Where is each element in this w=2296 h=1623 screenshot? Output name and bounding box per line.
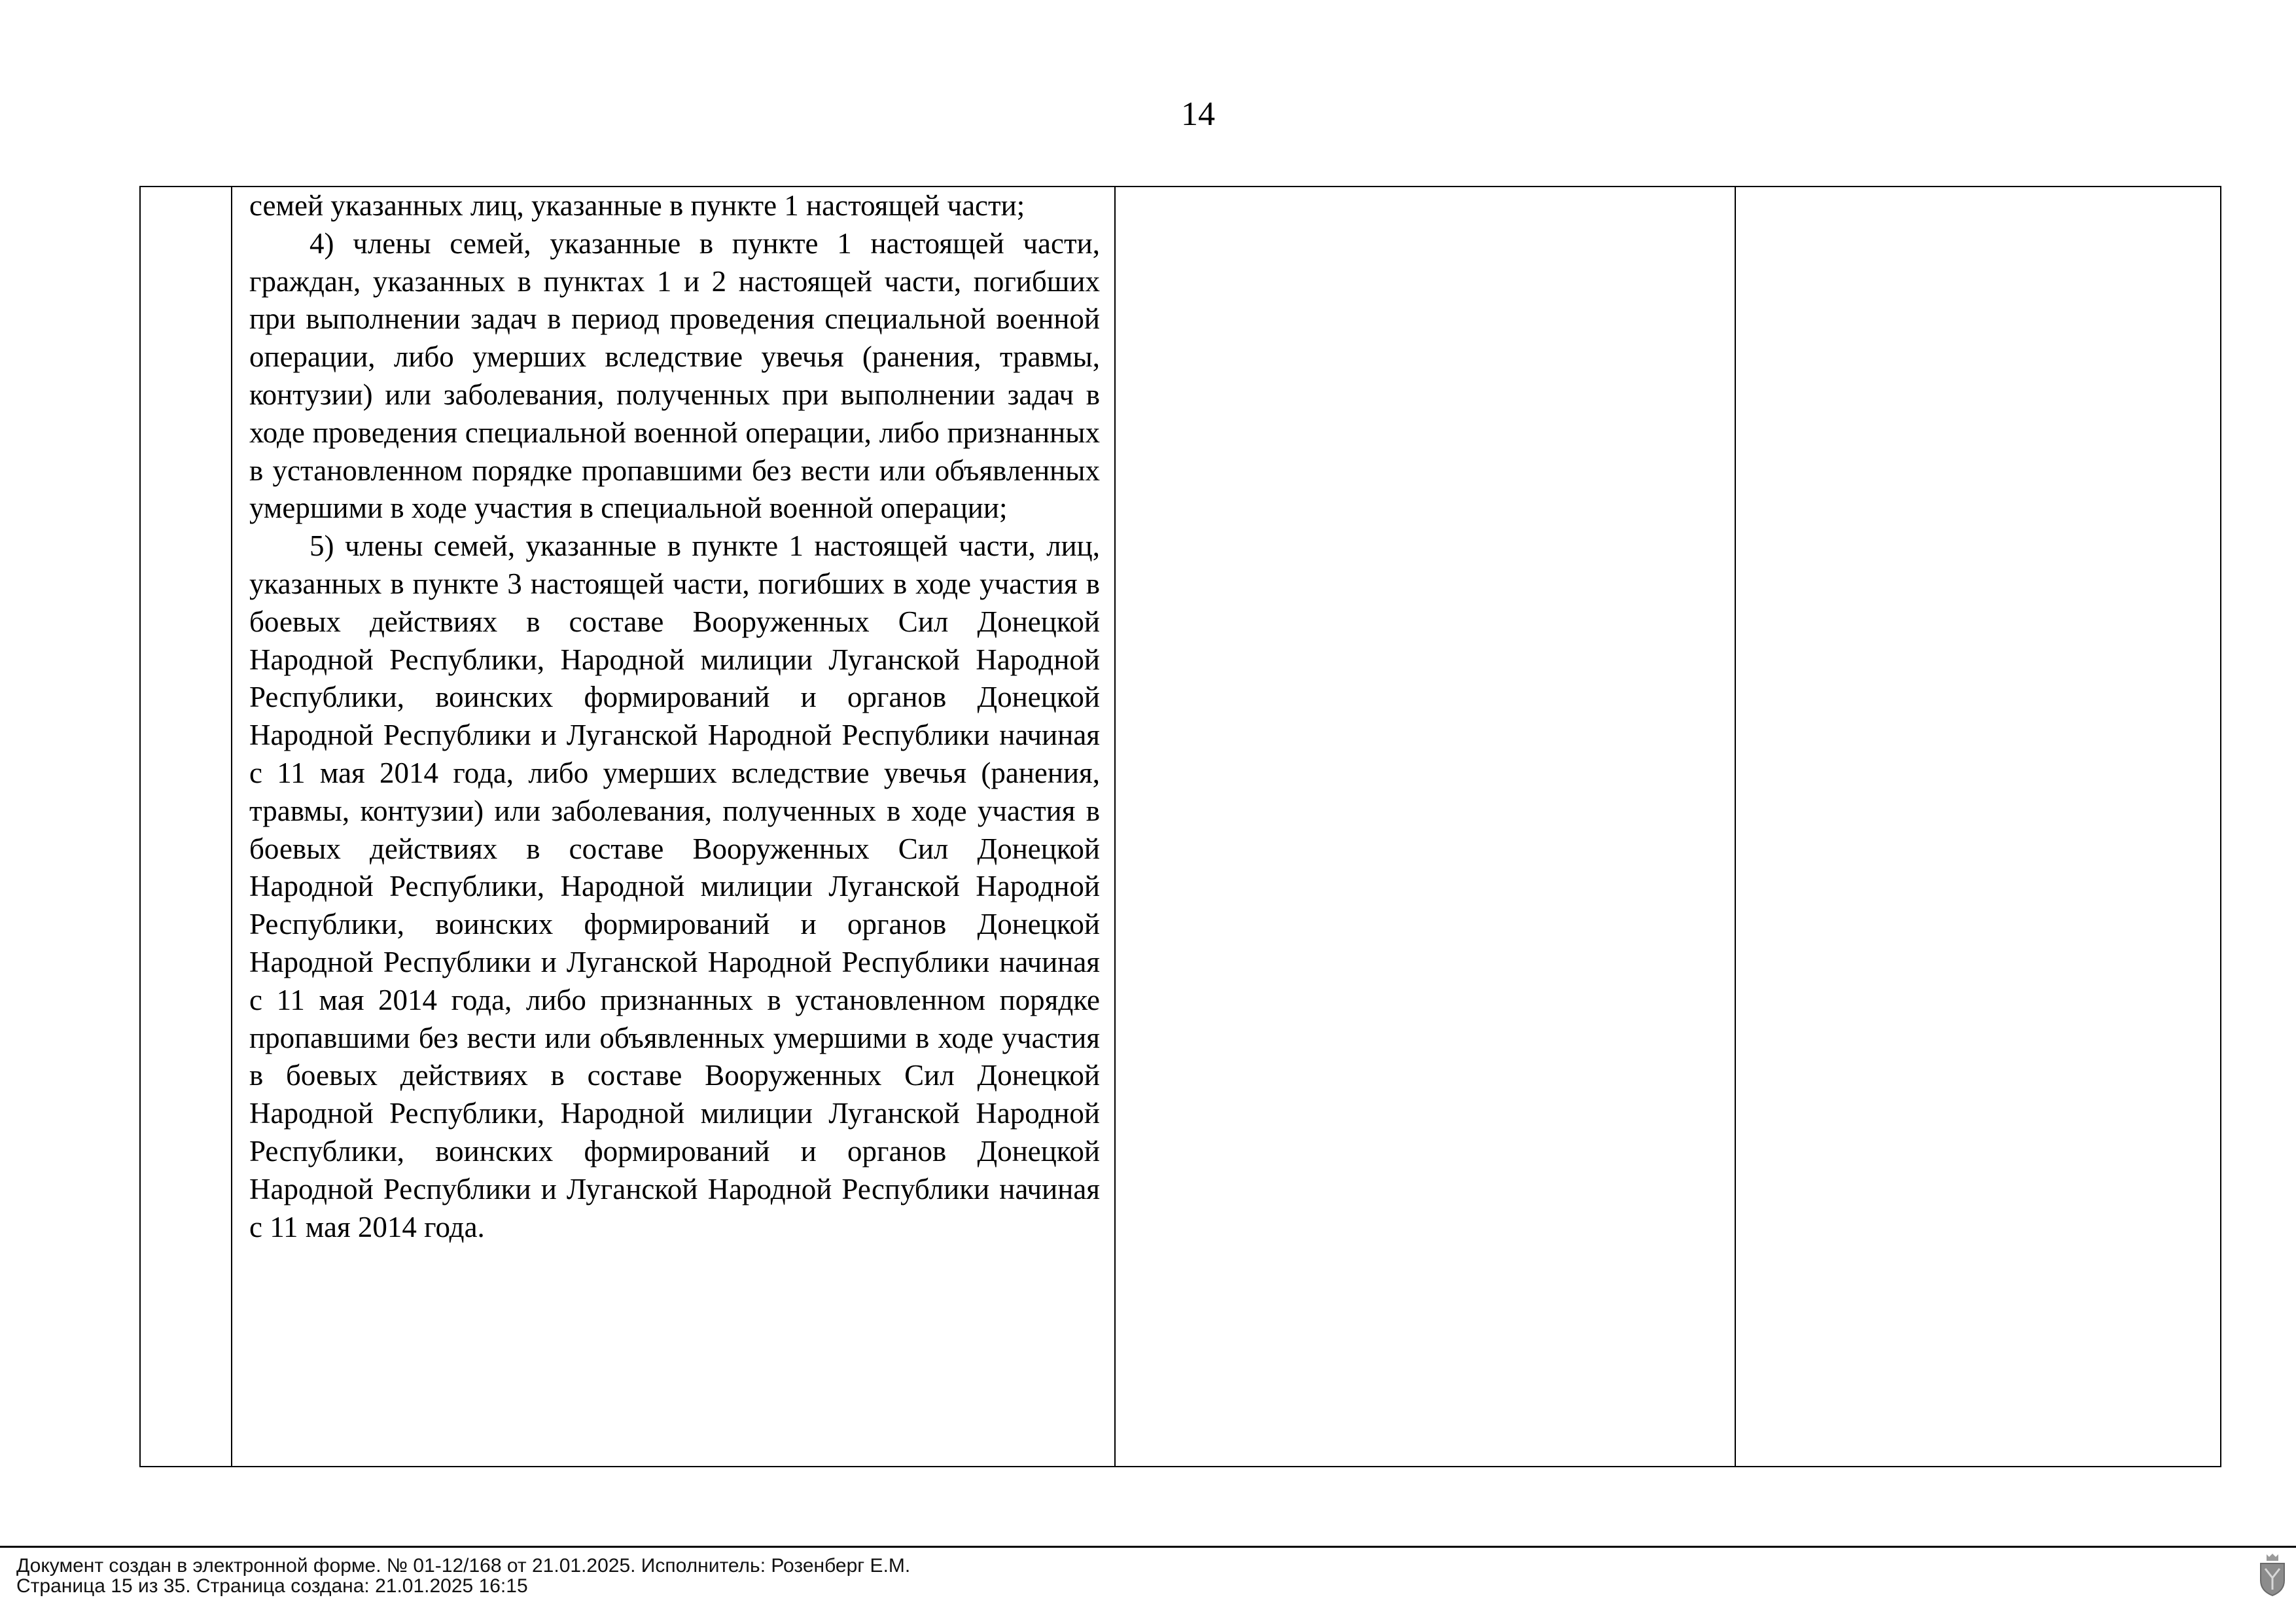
table-row — [140, 187, 2221, 1467]
page-number: 14 — [1181, 96, 1215, 133]
footer-page-info: Страница 15 из 35. Страница создана: 21.01.2025 16:15 — [16, 1575, 528, 1597]
coat-of-arms-icon — [2259, 1553, 2286, 1596]
footer-divider — [0, 1546, 2296, 1548]
document-footer — [16, 1556, 910, 1596]
table-cell-text — [232, 187, 1115, 1467]
table-cell-number — [140, 187, 232, 1467]
document-table — [139, 186, 2221, 1467]
footer-document-info: Документ создан в электронной форме. № 01-12/168 от 21.01.2025. Исполнитель: Розенберг Е.М. — [16, 1555, 911, 1577]
table-cell-empty-3 — [1115, 187, 1735, 1467]
paragraph-continuation: семей указанных лиц, указанные в пункте 1 настоящей части; — [249, 189, 1025, 222]
paragraph-item-4: 4) члены семей, указанные в пункте 1 настоящей части, граждан, указанных в пунктах 1 и 2 настоящей части, погибших при выполнении задач в период проведения специальной военной операции, либо умерших вследствие увечья (ранения, травмы, контузии) или заболевания, полученных при выполнении задач в ходе проведения специальной военной операции, либо признанных в установленном порядке пропавшими без вести или объявленных умершими в ходе участия в специальной военной операции; — [249, 226, 1100, 525]
paragraph-item-5: 5) члены семей, указанные в пункте 1 настоящей части, лиц, указанных в пункте 3 настоящей части, погибших в ходе участия в боевых действиях в составе Вооруженных Сил Донецкой Народной Республики, Народной милиции Луганской Народной Республики, воинских формирований и органов Донецкой Народной Республики и Луганской Народной Республики начиная с 11 мая 2014 года, либо умерших вследствие увечья (ранения, травмы, контузии) или заболевания, полученных в ходе участия в боевых действиях в составе Вооруженных Сил Донецкой Народной Республики, Народной милиции Луганской Народной Республики, воинских формирований и органов Донецкой Народной Республики и Луганской Народной Республики начиная с 11 мая 2014 года, либо признанных в установленном порядке пропавшими без вести или объявленных умершими в ходе участия в боевых действиях в составе Вооруженных Сил Донецкой Народной Республики, Народной милиции Луганской Народной Республики, воинских формирований и органов Донецкой Народной Республики и Луганской Народной Республики начиная с 11 мая 2014 года. — [249, 529, 1100, 1243]
table-cell-empty-4 — [1735, 187, 2221, 1467]
